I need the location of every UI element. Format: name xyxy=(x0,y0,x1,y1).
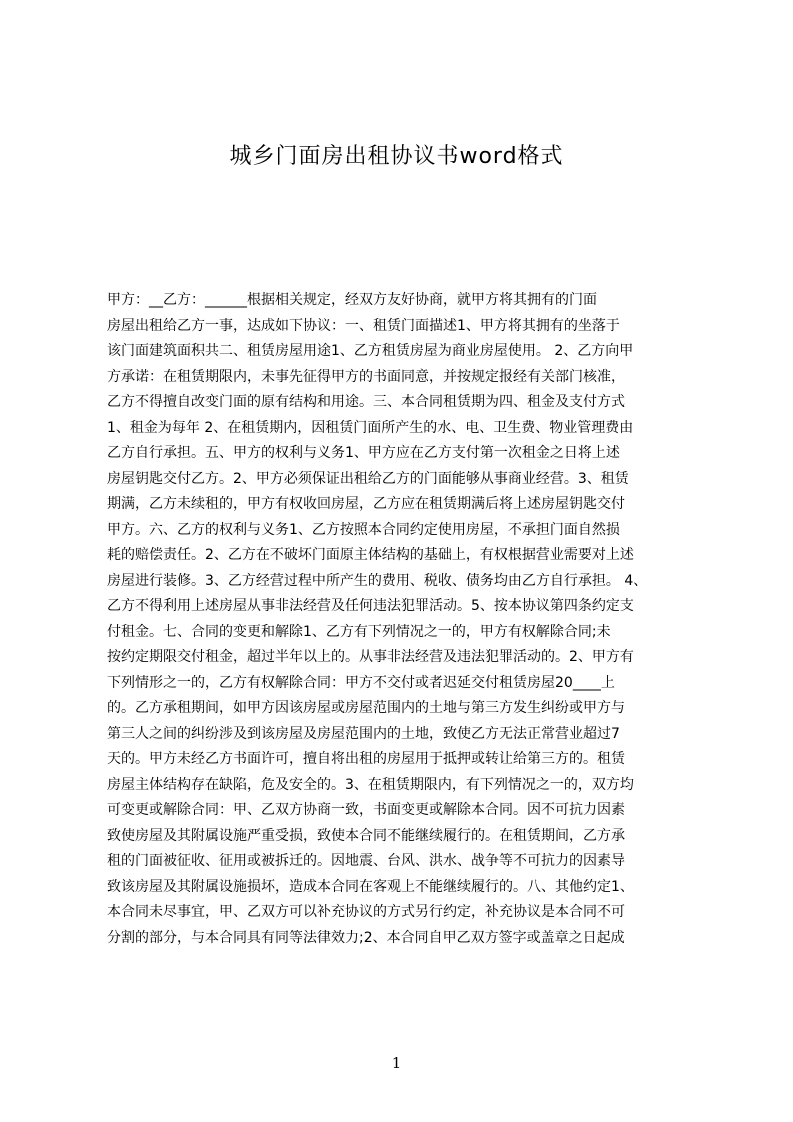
body-text-line: 租的门面被征收、征用或被拆迁的。因地震、台风、洪水、战争等不可抗力的因素导 xyxy=(107,853,625,869)
body-text-line: 可变更或解除合同：甲、乙双方协商一致，书面变更或解除本合同。因不可抗力因素 xyxy=(107,802,625,818)
body-text-line: 乙方不得擅自改变门面的原有结构和用途。三、本合同租赁期为四、租金及支付方式 xyxy=(107,394,625,410)
body-text-line: 本合同未尽事宜，甲、乙双方可以补充协议的方式另行约定，补充协议是本合同不可 xyxy=(107,904,625,920)
document-title: 城乡门面房出租协议书word格式 xyxy=(229,144,564,169)
body-text-line: 分割的部分，与本合同具有同等法律效力;2、本合同自甲乙双方签字或盖章之日起成 xyxy=(107,929,625,946)
body-text-line: 1、租金为每年 2、在租赁期内，因租赁门面所产生的水、电、卫生费、物业管理费由 xyxy=(107,419,634,436)
body-text-line: 期满，乙方未续租的，甲方有权收回房屋，乙方应在租赁期满后将上述房屋钥匙交付 xyxy=(107,496,625,512)
body-text-line: 的。乙方承租期间，如甲方因该房屋或房屋范围内的土地与第三方发生纠纷或甲方与 xyxy=(107,700,625,716)
body-text-line: 下列情形之一的，乙方有权解除合同：甲方不交付或者迟延交付租赁房屋20____上 xyxy=(107,674,615,691)
body-text-line: 第三人之间的纠纷涉及到该房屋及房屋范围内的土地，致使乙方无法正常营业超过7 xyxy=(107,725,620,742)
body-text-line: 致使房屋及其附属设施严重受损，致使本合同不能继续履行的。在租赁期间，乙方承 xyxy=(107,827,625,844)
body-text-line: 房屋主体结构存在缺陷，危及安全的。3、在租赁期限内，有下列情况之一的，双方均 xyxy=(107,776,634,793)
body-text-line: 房屋钥匙交付乙方。2、甲方必须保证出租给乙方的门面能够从事商业经营。3、租赁 xyxy=(107,470,629,487)
body-text-line: 天的。甲方未经乙方书面许可，擅自将出租的房屋用于抵押或转让给第三方的。租赁 xyxy=(107,751,625,767)
body-text-line: 耗的赔偿责任。2、乙方在不破坏门面原主体结构的基础上，有权根据营业需要对上述 xyxy=(107,547,634,563)
body-text-line: 付租金。七、合同的变更和解除1、乙方有下列情况之一的，甲方有权解除合同;未 xyxy=(107,623,611,640)
body-text-line: 按约定期限交付租金，超过半年以上的。从事非法经营及违法犯罪活动的。2、甲方有 xyxy=(107,649,634,665)
document-body xyxy=(107,288,697,951)
body-text-line: 甲方：__乙方：______根据相关规定，经双方友好协商，就甲方将其拥有的门面 xyxy=(107,292,597,308)
body-text-line: 甲方。六、乙方的权利与义务1、乙方按照本合同约定使用房屋，不承担门面自然损 xyxy=(107,521,620,538)
body-text-line: 该门面建筑面积共二、租赁房屋用途1、乙方租赁房屋为商业房屋使用。 2、乙方向甲 xyxy=(107,343,634,359)
page-number: 1 xyxy=(391,1054,402,1072)
body-text-line: 房屋出租给乙方一事，达成如下协议：一、租赁门面描述1、甲方将其拥有的坐落于 xyxy=(107,317,620,334)
body-text-line: 方承诺：在租赁期限内，未事先征得甲方的书面同意，并按规定报经有关部门核准， xyxy=(107,368,625,385)
body-text-line: 乙方自行承担。五、甲方的权利与义务1、甲方应在乙方支付第一次租金之日将上述 xyxy=(107,445,620,461)
body-text-line: 致该房屋及其附属设施损坏，造成本合同在客观上不能继续履行的。八、其他约定1、 xyxy=(107,878,634,895)
body-text-line: 乙方不得利用上述房屋从事非法经营及任何违法犯罪活动。5、按本协议第四条约定支 xyxy=(107,598,634,614)
body-text-line: 房屋进行装修。3、乙方经营过程中所产生的费用、税收、债务均由乙方自行承担。 4、 xyxy=(107,572,648,589)
